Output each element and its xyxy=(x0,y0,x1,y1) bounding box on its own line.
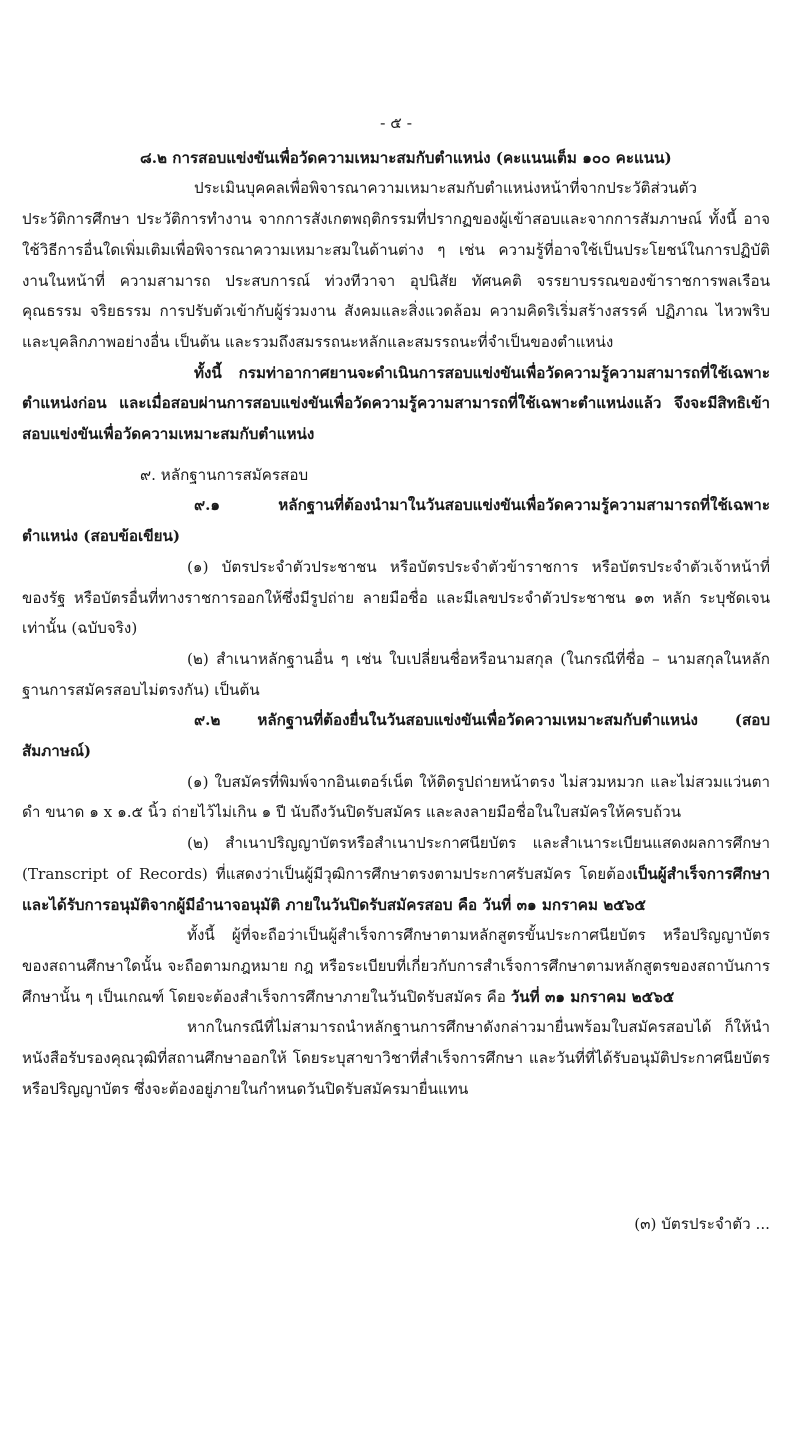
section-9-2-item-1: (๑) ใบสมัครที่พิมพ์จากอินเตอร์เน็ต ให้ติดรูปถ่ายหน้าตรง ไม่สวมหมวก และไม่สวมแว่นตาดำ ขนาด ๑ x ๑.๕ นิ้ว ถ่ายไว้ไม่เกิน ๑ ปี นับถึงวันปิดรับสมัคร และลงลายมือชื่อในใบสมัครให้ครบถ้วน xyxy=(22,772,770,822)
item-2-text: (๒) สำเนาปริญญาบัตรหรือสำเนาประกาศนียบัตร และสำเนาระเบียนแสดงผลการศึกษา (Transcript of Records) ที่แสดงว่าเป็นผู้มีวุฒิการศึกษาตรงตามประกาศรับสมัคร โดยต้อง xyxy=(22,834,770,883)
page-number: - ๕ - xyxy=(379,114,413,132)
section-8-2-heading: ๘.๒ การสอบแข่งขันเพื่อวัดความเหมาะสมกับตำแหน่ง (คะแนนเต็ม ๑๐๐ คะแนน) xyxy=(140,148,672,167)
section-8-2-body: ประเมินบุคคลเพื่อพิจารณาความเหมาะสมกับตำแหน่งหน้าที่จากประวัติส่วนตัว ประวัติการศึกษา ประวัติการทำงาน จากการสังเกตพฤติกรรมที่ปรากฏของผู้เข้าสอบและจากการสัมภาษณ์ ทั้งนี้ อาจใช้วิธีการอื่นใดเพิ่มเติมเพื่อพิจารณาความเหมาะสมในด้านต่าง ๆ เช่น ความรู้ที่อาจใช้เป็นประโยชน์ในการปฏิบัติงานในหน้าที่ ความสามารถ ประสบการณ์ ท่วงทีวาจา อุปนิสัย ทัศนคติ จรรยาบรรณของข้าราชการพลเรือน คุณธรรม จริยธรรม การปรับตัวเข้ากับผู้ร่วมงาน สังคมและสิ่งแวดล้อม ความคิดริเริ่มสร้างสรรค์ ปฏิภาณ ไหวพริบ และบุคลิกภาพอย่างอื่น เป็นต้น และรวมถึงสมรรถนะหลักและสมรรถนะที่จำเป็นของตำแหน่ง xyxy=(22,179,770,351)
section-9-2-item-2 xyxy=(22,828,770,920)
section-8-2-note: ทั้งนี้ กรมท่าอากาศยานจะดำเนินการสอบแข่งขันเพื่อวัดความรู้ความสามารถที่ใช้เฉพาะตำแหน่งก่อน และเมื่อสอบผ่านการสอบแข่งขันเพื่อวัดความรู้ความสามารถที่ใช้เฉพาะตำแหน่งแล้ว จึงจะมีสิทธิเข้าสอบแข่งขันเพื่อวัดความเหมาะสมกับตำแหน่ง xyxy=(22,363,770,444)
section-9-2-heading: ๙.๒ หลักฐานที่ต้องยื่นในวันสอบแข่งขันเพื่อวัดความเหมาะสมกับตำแหน่ง (สอบสัมภาษณ์) xyxy=(22,711,770,761)
graduate-paragraph-deadline: วันที่ ๓๑ มกราคม ๒๕๖๕ xyxy=(510,987,675,1006)
item-2-deadline: เป็นผู้สำเร็จการศึกษา และได้รับการอนุมัติจากผู้มีอำนาจอนุมัติ ภายในวันปิดรับสมัครสอบ คือ วันที่ ๓๑ มกราคม ๒๕๖๕ xyxy=(22,864,770,914)
section-9-heading: ๙. หลักฐานการสมัครสอบ xyxy=(140,465,309,484)
section-9-1-heading: ๙.๑ หลักฐานที่ต้องนำมาในวันสอบแข่งขันเพื่อวัดความรู้ความสามารถที่ใช้เฉพาะตำแหน่ง (สอบข้อเขียน) xyxy=(22,496,770,546)
section-9-2-certificate-paragraph: หากในกรณีที่ไม่สามารถนำหลักฐานการศึกษาดังกล่าวมายื่นพร้อมใบสมัครสอบได้ ก็ให้นำหนังสือรับรองคุณวุฒิที่สถานศึกษาออกให้ โดยระบุสาขาวิชาที่สำเร็จการศึกษา และวันที่ที่ได้รับอนุมัติประกาศนียบัตรหรือปริญญาบัตร ซึ่งจะต้องอยู่ภายในกำหนดวันปิดรับสมัครมายื่นแทน xyxy=(22,1018,770,1098)
graduate-paragraph-text: ทั้งนี้ ผู้ที่จะถือว่าเป็นผู้สำเร็จการศึกษาตามหลักสูตรขั้นประกาศนียบัตร หรือปริญญาบัตรของสถานศึกษาใดนั้น จะถือตามกฎหมาย กฎ หรือระเบียบที่เกี่ยวกับการสำเร็จการศึกษาตามหลักสูตรของสถาบันการศึกษานั้น ๆ เป็นเกณฑ์ โดยจะต้องสำเร็จการศึกษาภายในวันปิดรับสมัคร คือ xyxy=(22,926,770,1006)
section-9-1-item-2: (๒) สำเนาหลักฐานอื่น ๆ เช่น ใบเปลี่ยนชื่อหรือนามสกุล (ในกรณีที่ชื่อ – นามสกุลในหลักฐานการสมัครสอบไม่ตรงกัน) เป็นต้น xyxy=(22,649,770,699)
continuation-note: (๓) บัตรประจำตัว ... xyxy=(634,1214,770,1233)
section-9-1-item-1: (๑) บัตรประจำตัวประชาชน หรือบัตรประจำตัวข้าราชการ หรือบัตรประจำตัวเจ้าหน้าที่ของรัฐ หรือบัตรอื่นที่ทางราชการออกให้ซึ่งมีรูปถ่าย ลายมือชื่อ และมีเลขประจำตัวประชาชน ๑๓ หลัก ระบุชัดเจนเท่านั้น (ฉบับจริง) xyxy=(22,557,770,638)
section-9-2-graduate-paragraph xyxy=(22,920,770,1012)
